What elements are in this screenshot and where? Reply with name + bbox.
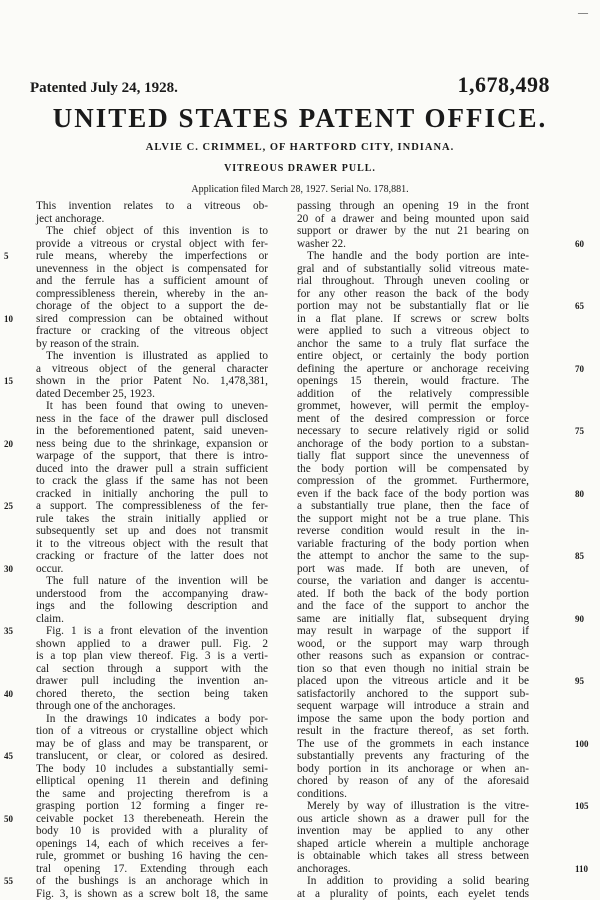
text-line: ceivable pocket 13 therebeneath. Herein the — [36, 813, 268, 826]
text-line: grasping portion 12 forming a finger re- — [36, 800, 268, 813]
text-line: The full nature of the invention will be — [36, 575, 268, 588]
text-line: ated. If both the back of the body portion — [297, 588, 529, 601]
inventor-line: ALVIE C. CRIMMEL, OF HARTFORD CITY, INDIANA. — [0, 142, 600, 153]
text-line: Merely by way of illustration is the vitre- — [297, 800, 529, 813]
text-line: result in the fracture thereof, as set forth. — [297, 725, 529, 738]
text-line: chored thereto, the section being taken — [36, 688, 268, 701]
line-number: 60 — [575, 239, 584, 249]
text-line: claim. — [36, 613, 268, 626]
text-line: cracked in initially anchoring the pull to — [36, 488, 268, 501]
text-line: sequent warpage will introduce a strain and — [297, 700, 529, 713]
text-line: the body portion will be compensated by — [297, 463, 529, 476]
text-line: rule, grommet or bushing 16 having the cen- — [36, 850, 268, 863]
text-line: tion of a vitreous or crystalline object which — [36, 725, 268, 738]
line-number: 25 — [4, 501, 13, 511]
office-title: UNITED STATES PATENT OFFICE. — [0, 103, 600, 134]
text-line: of the bushings is an anchorage which in — [36, 875, 268, 888]
text-line: anchorage of the body portion to a substan- — [297, 438, 529, 451]
text-line: rule takes the strain initially applied or — [36, 513, 268, 526]
line-number: 40 — [4, 689, 13, 699]
text-line: in the beforementioned patent, said uneven- — [36, 425, 268, 438]
text-line: occur. — [36, 563, 268, 576]
text-line: body portion in its anchorage or when an- — [297, 763, 529, 776]
text-line: portion may not be substantially flat or lie — [297, 300, 529, 313]
line-number: 20 — [4, 439, 13, 449]
text-line: openings 14, each of which receives a fer- — [36, 838, 268, 851]
line-number: 5 — [4, 251, 9, 261]
line-number: 55 — [4, 876, 13, 886]
line-number: 50 — [4, 814, 13, 824]
text-line: chorage of the object to a support the de- — [36, 300, 268, 313]
text-line: The invention is illustrated as applied to — [36, 350, 268, 363]
text-line: entire object, or certainly the body portion — [297, 350, 529, 363]
corner-mark: — — [578, 8, 588, 19]
text-line: ous article shown as a drawer pull for the — [297, 813, 529, 826]
text-line: the support might not be a true plane. This — [297, 513, 529, 526]
text-line: body 10 is provided with a plurality of — [36, 825, 268, 838]
text-line: the attempt to anchor the same to the sup- — [297, 550, 529, 563]
text-line: reverse condition would result in the in- — [297, 525, 529, 538]
text-line: understood from the accompanying draw- — [36, 588, 268, 601]
text-line: This invention relates to a vitreous ob- — [36, 200, 268, 213]
text-line: variable fracturing of the body portion when — [297, 538, 529, 551]
text-line: It has been found that owing to uneven- — [36, 400, 268, 413]
text-line: Fig. 3, is shown as a screw bolt 18, the same — [36, 888, 268, 900]
text-line: and the ferrule has a sufficient amount of — [36, 275, 268, 288]
patent-number: 1,678,498 — [458, 72, 551, 98]
text-line: to crack the glass if the same has not been — [36, 475, 268, 488]
text-line: elliptical opening 11 therein and defining — [36, 775, 268, 788]
text-line: support or drawer by the nut 21 bearing on — [297, 225, 529, 238]
text-line: a substantially true plane, then the face of — [297, 500, 529, 513]
left-text-column — [36, 200, 268, 900]
line-number: 85 — [575, 551, 584, 561]
text-line: may be of glass and may be transparent, or — [36, 738, 268, 751]
text-line: warpage of the support, that there is intro- — [36, 450, 268, 463]
text-line: other reasons such as expansion or contrac- — [297, 650, 529, 663]
text-line: In addition to providing a solid bearing — [297, 875, 529, 888]
line-number: 105 — [575, 801, 589, 811]
text-line: tral opening 17. Extending through each — [36, 863, 268, 876]
line-number: 15 — [4, 376, 13, 386]
text-line: addition of the relatively compressible — [297, 388, 529, 401]
text-line: through one of the anchorages. — [36, 700, 268, 713]
text-line: necessary to secure relatively rigid or solid — [297, 425, 529, 438]
text-line: is obtainable which takes all stress between — [297, 850, 529, 863]
line-number: 100 — [575, 739, 589, 749]
text-line: the same and projecting therefrom is a — [36, 788, 268, 801]
text-line: grommet, however, will permit the employ- — [297, 400, 529, 413]
application-line: Application filed March 28, 1927. Serial No. 178,881. — [0, 184, 600, 195]
text-line: Fig. 1 is a front elevation of the invention — [36, 625, 268, 638]
text-line: compression of the grommet. Furthermore, — [297, 475, 529, 488]
text-line: ject anchorage. — [36, 213, 268, 226]
text-line: conditions. — [297, 788, 529, 801]
text-line: tially flat support since the unevenness of — [297, 450, 529, 463]
text-line: wood, or the support may warp through — [297, 638, 529, 651]
text-line: The use of the grommets in each instance — [297, 738, 529, 751]
text-line: passing through an opening 19 in the front — [297, 200, 529, 213]
line-number: 65 — [575, 301, 584, 311]
text-line: a vitreous object of the general character — [36, 363, 268, 376]
text-line: The handle and the body portion are inte- — [297, 250, 529, 263]
text-line: course, the variation and danger is accentu- — [297, 575, 529, 588]
line-number: 95 — [575, 676, 584, 686]
line-number: 70 — [575, 364, 584, 374]
line-number: 10 — [4, 314, 13, 324]
text-line: rule means, whereby the imperfections or — [36, 250, 268, 263]
line-number: 80 — [575, 489, 584, 499]
text-line: washer 22. — [297, 238, 529, 251]
right-text-column — [297, 200, 529, 900]
text-line: anchorages. — [297, 863, 529, 876]
text-line: impose the same upon the body portion and — [297, 713, 529, 726]
text-line: at a plurality of points, each eyelet tends — [297, 888, 529, 900]
line-number: 45 — [4, 751, 13, 761]
text-line: anchor the same to a truly flat surface the — [297, 338, 529, 351]
text-line: placed upon the vitreous article and it be — [297, 675, 529, 688]
text-line: and the face of the support to anchor the — [297, 600, 529, 613]
text-line: unevenness in the object is compensated for — [36, 263, 268, 276]
text-line: substantially prevents any fracturing of the — [297, 750, 529, 763]
text-line: dated December 25, 1923. — [36, 388, 268, 401]
text-line: defining the aperture or anchorage receiving — [297, 363, 529, 376]
text-line: translucent, or clear, or colored as desired. — [36, 750, 268, 763]
text-line: may result in warpage of the support if — [297, 625, 529, 638]
text-line: In the drawings 10 indicates a body por- — [36, 713, 268, 726]
line-number: 75 — [575, 426, 584, 436]
text-line: compressibleness therein, whereby in the an- — [36, 288, 268, 301]
text-line: port was made. If both are uneven, of — [297, 563, 529, 576]
text-line: a support. The compressibleness of the fer- — [36, 500, 268, 513]
text-line: openings 15 therein, would fracture. The — [297, 375, 529, 388]
line-number: 30 — [4, 564, 13, 574]
text-line: it to the vitreous object with the result that — [36, 538, 268, 551]
text-line: duced into the drawer pull a strain sufficient — [36, 463, 268, 476]
text-line: drawer pull including the invention an- — [36, 675, 268, 688]
text-line: ness in the face of the drawer pull disclosed — [36, 413, 268, 426]
text-line: subsequently set up and does not transmit — [36, 525, 268, 538]
text-line: ings and the following description and — [36, 600, 268, 613]
line-number: 110 — [575, 864, 588, 874]
patent-date: Patented July 24, 1928. — [30, 80, 178, 97]
text-line: gral and of substantially solid vitreous mate- — [297, 263, 529, 276]
text-line: The body 10 includes a substantially semi- — [36, 763, 268, 776]
text-line: for any other reason the back of the body — [297, 288, 529, 301]
text-line: fracture or cracking of the vitreous object — [36, 325, 268, 338]
text-line: were applied to such a vitreous object to — [297, 325, 529, 338]
text-line: in a flat plane. If screws or screw bolts — [297, 313, 529, 326]
text-line: The chief object of this invention is to — [36, 225, 268, 238]
text-line: sired compression can be obtained without — [36, 313, 268, 326]
text-line: ment of the desired compression or force — [297, 413, 529, 426]
text-line: same are initially flat, subsequent drying — [297, 613, 529, 626]
text-line: invention may be applied to any other — [297, 825, 529, 838]
line-number: 35 — [4, 626, 13, 636]
text-line: cracking or fracture of the latter does not — [36, 550, 268, 563]
text-line: chored by reason of any of the aforesaid — [297, 775, 529, 788]
text-line: ness being due to the shrinkage, expansion or — [36, 438, 268, 451]
text-line: satisfactorily anchored to the support sub- — [297, 688, 529, 701]
text-line: shown applied to a drawer pull. Fig. 2 — [36, 638, 268, 651]
text-line: shown in the prior Patent No. 1,478,381, — [36, 375, 268, 388]
line-number: 90 — [575, 614, 584, 624]
text-line: by reason of the strain. — [36, 338, 268, 351]
text-line: cal section through a support with the — [36, 663, 268, 676]
text-line: provide a vitreous or crystal object with fer- — [36, 238, 268, 251]
text-line: is a top plan view thereof. Fig. 3 is a verti- — [36, 650, 268, 663]
text-line: even if the back face of the body portion was — [297, 488, 529, 501]
text-line: rial throughout. Through uneven cooling or — [297, 275, 529, 288]
text-line: shaped article wherein a multiple anchorage — [297, 838, 529, 851]
text-line: 20 of a drawer and being mounted upon said — [297, 213, 529, 226]
invention-title: VITREOUS DRAWER PULL. — [0, 163, 600, 174]
text-line: tion so that even though no initial strain be — [297, 663, 529, 676]
